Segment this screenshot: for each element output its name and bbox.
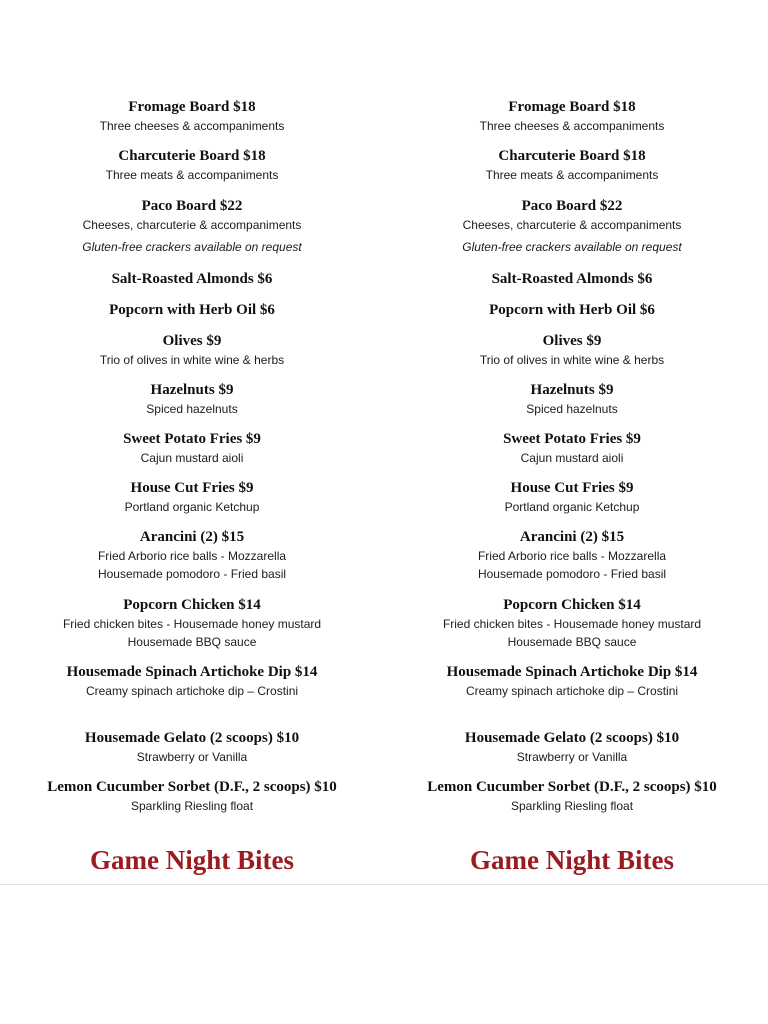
menu-item-description: Strawberry or Vanilla [136, 750, 248, 764]
menu-item-arancini [0, 528, 384, 583]
menu-item-title: Fromage Board $18 [128, 99, 256, 115]
menu-item-description: Housemade BBQ sauce [507, 635, 637, 649]
menu-item-olives [380, 332, 764, 369]
menu-item-description: Portland organic Ketchup [504, 500, 640, 514]
menu-item-lemon-cucumber-sorbet [0, 778, 384, 815]
menu-item-description: Fried Arborio rice balls - Mozzarella [477, 549, 667, 563]
menu-item-popcorn-chicken [380, 596, 764, 651]
menu-item-salt-roasted-almonds [380, 270, 764, 289]
menu-item-sweet-potato-fries [380, 430, 764, 467]
menu-item-title: Popcorn Chicken $14 [503, 597, 641, 613]
menu-item-lemon-cucumber-sorbet [380, 778, 764, 815]
menu-item-description: Portland organic Ketchup [124, 500, 260, 514]
menu-item-fromage-board [380, 98, 764, 135]
menu-item-description: Trio of olives in white wine & herbs [479, 353, 665, 367]
menu-item-title: Popcorn with Herb Oil $6 [489, 302, 655, 318]
menu-item-title: Hazelnuts $9 [530, 382, 614, 398]
menu-item-popcorn-herb-oil [0, 301, 384, 320]
menu-item-paco-board [0, 197, 384, 256]
menu-item-hazelnuts [0, 381, 384, 418]
menu-item-description: Creamy spinach artichoke dip – Crostini [85, 684, 299, 698]
menu-item-description: Housemade BBQ sauce [127, 635, 257, 649]
menu-item-description: Creamy spinach artichoke dip – Crostini [465, 684, 679, 698]
menu-item-title: Sweet Potato Fries $9 [503, 431, 641, 447]
menu-item-title: House Cut Fries $9 [130, 480, 254, 496]
menu-item-description: Sparkling Riesling float [510, 799, 634, 813]
menu-item-house-cut-fries [0, 479, 384, 516]
menu-item-spinach-artichoke-dip [0, 663, 384, 700]
menu-heading: Game Night Bites [470, 845, 674, 875]
menu-column-left [0, 0, 384, 884]
menu-item-description: Three cheeses & accompaniments [479, 119, 665, 133]
menu-item-arancini [380, 528, 764, 583]
menu-item-sweet-potato-fries [0, 430, 384, 467]
menu-item-description: Spiced hazelnuts [526, 402, 618, 416]
menu-item-title: Popcorn with Herb Oil $6 [109, 302, 275, 318]
menu-item-title: Housemade Spinach Artichoke Dip $14 [66, 664, 318, 680]
menu-item-title: Lemon Cucumber Sorbet (D.F., 2 scoops) $10 [47, 779, 337, 795]
menu-item-olives [0, 332, 384, 369]
menu-item-description: Trio of olives in white wine & herbs [99, 353, 285, 367]
menu-item-title: Housemade Gelato (2 scoops) $10 [84, 730, 300, 746]
menu-item-title: Charcuterie Board $18 [498, 148, 646, 164]
menu-item-description: Three cheeses & accompaniments [99, 119, 285, 133]
menu-item-title: Arancini (2) $15 [519, 529, 625, 545]
menu-item-description: Fried chicken bites - Housemade honey mustard [442, 617, 702, 631]
menu-item-description: Cheeses, charcuterie & accompaniments [82, 218, 302, 232]
menu-item-description: Housemade pomodoro - Fried basil [477, 567, 667, 581]
menu-item-paco-board [380, 197, 764, 256]
menu-item-popcorn-chicken [0, 596, 384, 651]
menu-item-description: Fried Arborio rice balls - Mozzarella [97, 549, 287, 563]
menu-item-note: Gluten-free crackers available on request [462, 240, 682, 254]
menu-item-description: Cheeses, charcuterie & accompaniments [462, 218, 682, 232]
menu-item-title: Sweet Potato Fries $9 [123, 431, 261, 447]
menu-item-title: Popcorn Chicken $14 [123, 597, 261, 613]
menu-item-housemade-gelato [0, 729, 384, 766]
menu-item-title: Charcuterie Board $18 [118, 148, 266, 164]
menu-item-description: Cajun mustard aioli [520, 451, 624, 465]
menu-item-title: Fromage Board $18 [508, 99, 636, 115]
menu-item-charcuterie-board [0, 147, 384, 184]
menu-item-house-cut-fries [380, 479, 764, 516]
menu-item-description: Housemade pomodoro - Fried basil [97, 567, 287, 581]
menu-item-description: Strawberry or Vanilla [516, 750, 628, 764]
menu-item-title: Paco Board $22 [141, 198, 243, 214]
menu-item-title: Olives $9 [542, 333, 602, 349]
menu-item-description: Spiced hazelnuts [146, 402, 238, 416]
page-divider [0, 884, 768, 885]
menu-item-housemade-gelato [380, 729, 764, 766]
menu-item-salt-roasted-almonds [0, 270, 384, 289]
menu-item-hazelnuts [380, 381, 764, 418]
menu-column-right [380, 0, 764, 884]
menu-item-title: Lemon Cucumber Sorbet (D.F., 2 scoops) $10 [427, 779, 717, 795]
menu-item-title: Salt-Roasted Almonds $6 [491, 271, 653, 287]
menu-item-title: Housemade Gelato (2 scoops) $10 [464, 730, 680, 746]
menu-item-title: Paco Board $22 [521, 198, 623, 214]
menu-item-title: Olives $9 [162, 333, 222, 349]
menu-item-popcorn-herb-oil [380, 301, 764, 320]
menu-item-title: Hazelnuts $9 [150, 382, 234, 398]
menu-item-title: Arancini (2) $15 [139, 529, 245, 545]
menu-item-description: Three meats & accompaniments [485, 168, 659, 182]
menu-item-description: Sparkling Riesling float [130, 799, 254, 813]
menu-item-note: Gluten-free crackers available on request [82, 240, 302, 254]
menu-item-description: Fried chicken bites - Housemade honey mustard [62, 617, 322, 631]
menu-item-charcuterie-board [380, 147, 764, 184]
menu-item-spinach-artichoke-dip [380, 663, 764, 700]
menu-item-description: Three meats & accompaniments [105, 168, 279, 182]
menu-item-fromage-board [0, 98, 384, 135]
menu-item-title: House Cut Fries $9 [510, 480, 634, 496]
menu-item-title: Housemade Spinach Artichoke Dip $14 [446, 664, 698, 680]
menu-item-description: Cajun mustard aioli [140, 451, 244, 465]
menu-heading: Game Night Bites [90, 845, 294, 875]
menu-item-title: Salt-Roasted Almonds $6 [111, 271, 273, 287]
